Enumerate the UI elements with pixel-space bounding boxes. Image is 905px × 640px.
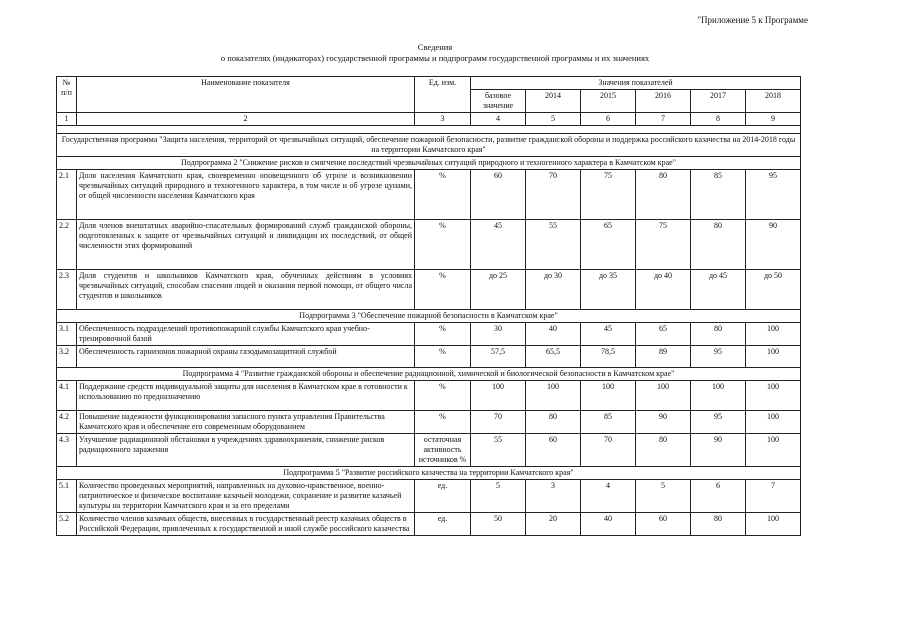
colnum: 8 — [691, 113, 746, 126]
value-cell: 100 — [746, 346, 801, 368]
value-cell: 90 — [636, 411, 691, 434]
value-cell: 80 — [691, 323, 746, 346]
program-title: Государственная программа "Защита населения, территорий от чрезвычайных ситуаций, обеспечение пожарной безопасности, развитие гражданской обороны и поддержка российского казачества на 2014-2018 годы на территории Камчатского края" — [57, 134, 801, 157]
value-cell: 90 — [746, 220, 801, 270]
row-number: 4.3 — [57, 434, 77, 467]
subprogram-row — [57, 467, 801, 480]
value-cell: 65,5 — [526, 346, 581, 368]
table-row — [57, 220, 801, 270]
value-cell: 45 — [581, 323, 636, 346]
indicator-name: Доля членов внештатных аварийно-спасательных формирований служб гражданской обороны, подготовленных к защите от чрезвычайных ситуаций и ликвидации их последствий, от общей численности этих формирований — [77, 220, 415, 270]
value-cell: 40 — [526, 323, 581, 346]
value-cell: 3 — [526, 480, 581, 513]
table-row — [57, 346, 801, 368]
value-cell: 5 — [471, 480, 526, 513]
value-cell: до 25 — [471, 270, 526, 310]
value-cell: 100 — [746, 513, 801, 536]
indicator-name: Повышение надежности функционирования запасного пункта управления Правительства Камчатского края и обеспечение его современным оборудованием — [77, 411, 415, 434]
value-cell: 80 — [691, 513, 746, 536]
table-row — [57, 381, 801, 411]
indicator-unit: % — [415, 270, 471, 310]
value-cell: до 30 — [526, 270, 581, 310]
indicator-unit: ед. — [415, 513, 471, 536]
value-cell: 95 — [746, 170, 801, 220]
value-cell: 5 — [636, 480, 691, 513]
indicator-name: Доля населения Камчатского края, своевременно оповещенного об угрозе и возникновении чрезвычайных ситуаций природного и техногенного характера, в том числе и об угрозе цунами, от общей численности населения Камчатского края — [77, 170, 415, 220]
indicator-name: Количество членов казачьих обществ, внесенных в государственный реестр казачьих обществ в Российской Федерации, привлеченных к государственной и иной службе российского казачества — [77, 513, 415, 536]
spacer-row — [57, 126, 801, 134]
value-cell: 60 — [471, 170, 526, 220]
value-cell: 70 — [526, 170, 581, 220]
header-num: № п/п — [57, 77, 77, 113]
value-cell: 90 — [691, 434, 746, 467]
value-cell: 6 — [691, 480, 746, 513]
value-cell: 70 — [471, 411, 526, 434]
subprogram-2-title: Подпрограмма 2 "Снижение рисков и смягчение последствий чрезвычайных ситуаций природного и техногенного характера в Камчатском крае" — [57, 157, 801, 170]
row-number: 4.1 — [57, 381, 77, 411]
value-cell: 100 — [746, 434, 801, 467]
indicator-name: Доля студентов и школьников Камчатского края, обученных действиям в условиях чрезвычайных ситуаций, способам спасения людей и оказания первой помощи, от общего числа студентов и школьников — [77, 270, 415, 310]
value-cell: 20 — [526, 513, 581, 536]
value-cell: 4 — [581, 480, 636, 513]
value-cell: до 40 — [636, 270, 691, 310]
header-year: 2015 — [581, 90, 636, 113]
indicator-unit: % — [415, 381, 471, 411]
value-cell: 65 — [636, 323, 691, 346]
value-cell: 80 — [636, 170, 691, 220]
subprogram-3-title: Подпрограмма 3 "Обеспечение пожарной безопасности в Камчатском крае" — [57, 310, 801, 323]
heading-title: Сведения — [417, 42, 453, 52]
indicator-unit: % — [415, 346, 471, 368]
value-cell: 85 — [581, 411, 636, 434]
value-cell: 45 — [471, 220, 526, 270]
value-cell: 100 — [746, 381, 801, 411]
indicator-name: Поддержание средств индивидуальной защиты для населения в Камчатском крае в готовности к использованию по предназначению — [77, 381, 415, 411]
indicators-table — [56, 76, 801, 536]
colnum: 4 — [471, 113, 526, 126]
table-row — [57, 170, 801, 220]
value-cell: 80 — [526, 411, 581, 434]
indicator-unit: ед. — [415, 480, 471, 513]
value-cell: 100 — [526, 381, 581, 411]
header-year: 2014 — [526, 90, 581, 113]
value-cell: до 50 — [746, 270, 801, 310]
value-cell: 75 — [581, 170, 636, 220]
table-row — [57, 323, 801, 346]
indicator-name: Обеспеченность подразделений противопожарной службы Камчатского края учебно-тренировочной базой — [77, 323, 415, 346]
colnum: 5 — [526, 113, 581, 126]
value-cell: 57,5 — [471, 346, 526, 368]
row-number: 5.2 — [57, 513, 77, 536]
colnum: 7 — [636, 113, 691, 126]
value-cell: 55 — [526, 220, 581, 270]
value-cell: 100 — [581, 381, 636, 411]
value-cell: 80 — [636, 434, 691, 467]
value-cell: 60 — [636, 513, 691, 536]
value-cell: 85 — [691, 170, 746, 220]
table-row — [57, 434, 801, 467]
subprogram-row — [57, 157, 801, 170]
value-cell: 100 — [636, 381, 691, 411]
value-cell: 100 — [691, 381, 746, 411]
value-cell: 78,5 — [581, 346, 636, 368]
row-number: 2.2 — [57, 220, 77, 270]
subprogram-5-title: Подпрограмма 5 "Развитие российского казачества на территории Камчатского края" — [57, 467, 801, 480]
subprogram-4-title: Подпрограмма 4 "Развитие гражданской обороны и обеспечение радиационной, химической и биологической безопасности в Камчатском крае" — [57, 368, 801, 381]
row-number: 3.1 — [57, 323, 77, 346]
indicator-name: Количество проведенных мероприятий, направленных на духовно-нравственное, военно-патриотическое и физическое воспитание казачьей молодежи, сохранение и развитие казачьей культуры на территории Камчатского края и за его пределами — [77, 480, 415, 513]
colnum: 3 — [415, 113, 471, 126]
colnum: 1 — [57, 113, 77, 126]
value-cell: 65 — [581, 220, 636, 270]
header-values: Значения показателей — [471, 77, 801, 90]
value-cell: 95 — [691, 411, 746, 434]
colnum: 6 — [581, 113, 636, 126]
heading-subtitle: о показателях (индикаторах) государственной программы и подпрограмм государственной программы и их значениях — [220, 53, 650, 63]
appendix-label: "Приложение 5 к Программе — [697, 15, 808, 25]
subprogram-row — [57, 368, 801, 381]
row-number: 2.1 — [57, 170, 77, 220]
value-cell: 70 — [581, 434, 636, 467]
header-base: базовое значение — [471, 90, 526, 113]
header-year: 2016 — [636, 90, 691, 113]
value-cell: 95 — [691, 346, 746, 368]
row-number: 2.3 — [57, 270, 77, 310]
indicator-name: Улучшение радиационной обстановки в учреждениях здравоохранения, снижение рисков радиационного заражения — [77, 434, 415, 467]
value-cell: 30 — [471, 323, 526, 346]
header-name: Наименование показателя — [77, 77, 415, 113]
row-number: 4.2 — [57, 411, 77, 434]
value-cell: 80 — [691, 220, 746, 270]
table-row — [57, 411, 801, 434]
value-cell: 100 — [746, 323, 801, 346]
colnum: 2 — [77, 113, 415, 126]
value-cell: 7 — [746, 480, 801, 513]
column-numbers-row — [57, 113, 801, 126]
colnum: 9 — [746, 113, 801, 126]
table-row — [57, 270, 801, 310]
row-number: 3.2 — [57, 346, 77, 368]
indicator-unit: остаточная активность источников % — [415, 434, 471, 467]
value-cell: до 35 — [581, 270, 636, 310]
table-row — [57, 480, 801, 513]
row-number: 5.1 — [57, 480, 77, 513]
indicator-unit: % — [415, 411, 471, 434]
document-heading — [0, 42, 870, 64]
value-cell: 100 — [746, 411, 801, 434]
value-cell: 89 — [636, 346, 691, 368]
value-cell: 60 — [526, 434, 581, 467]
value-cell: 100 — [471, 381, 526, 411]
header-year: 2018 — [746, 90, 801, 113]
indicator-name: Обеспеченность гарнизонов пожарной охраны газодымозащитной службой — [77, 346, 415, 368]
value-cell: 55 — [471, 434, 526, 467]
header-year: 2017 — [691, 90, 746, 113]
header-unit: Ед. изм. — [415, 77, 471, 113]
header-row — [57, 77, 801, 90]
value-cell: 40 — [581, 513, 636, 536]
indicator-unit: % — [415, 323, 471, 346]
table-row — [57, 513, 801, 536]
indicator-unit: % — [415, 170, 471, 220]
program-title-row — [57, 134, 801, 157]
value-cell: 75 — [636, 220, 691, 270]
indicator-unit: % — [415, 220, 471, 270]
subprogram-row — [57, 310, 801, 323]
value-cell: до 45 — [691, 270, 746, 310]
value-cell: 50 — [471, 513, 526, 536]
